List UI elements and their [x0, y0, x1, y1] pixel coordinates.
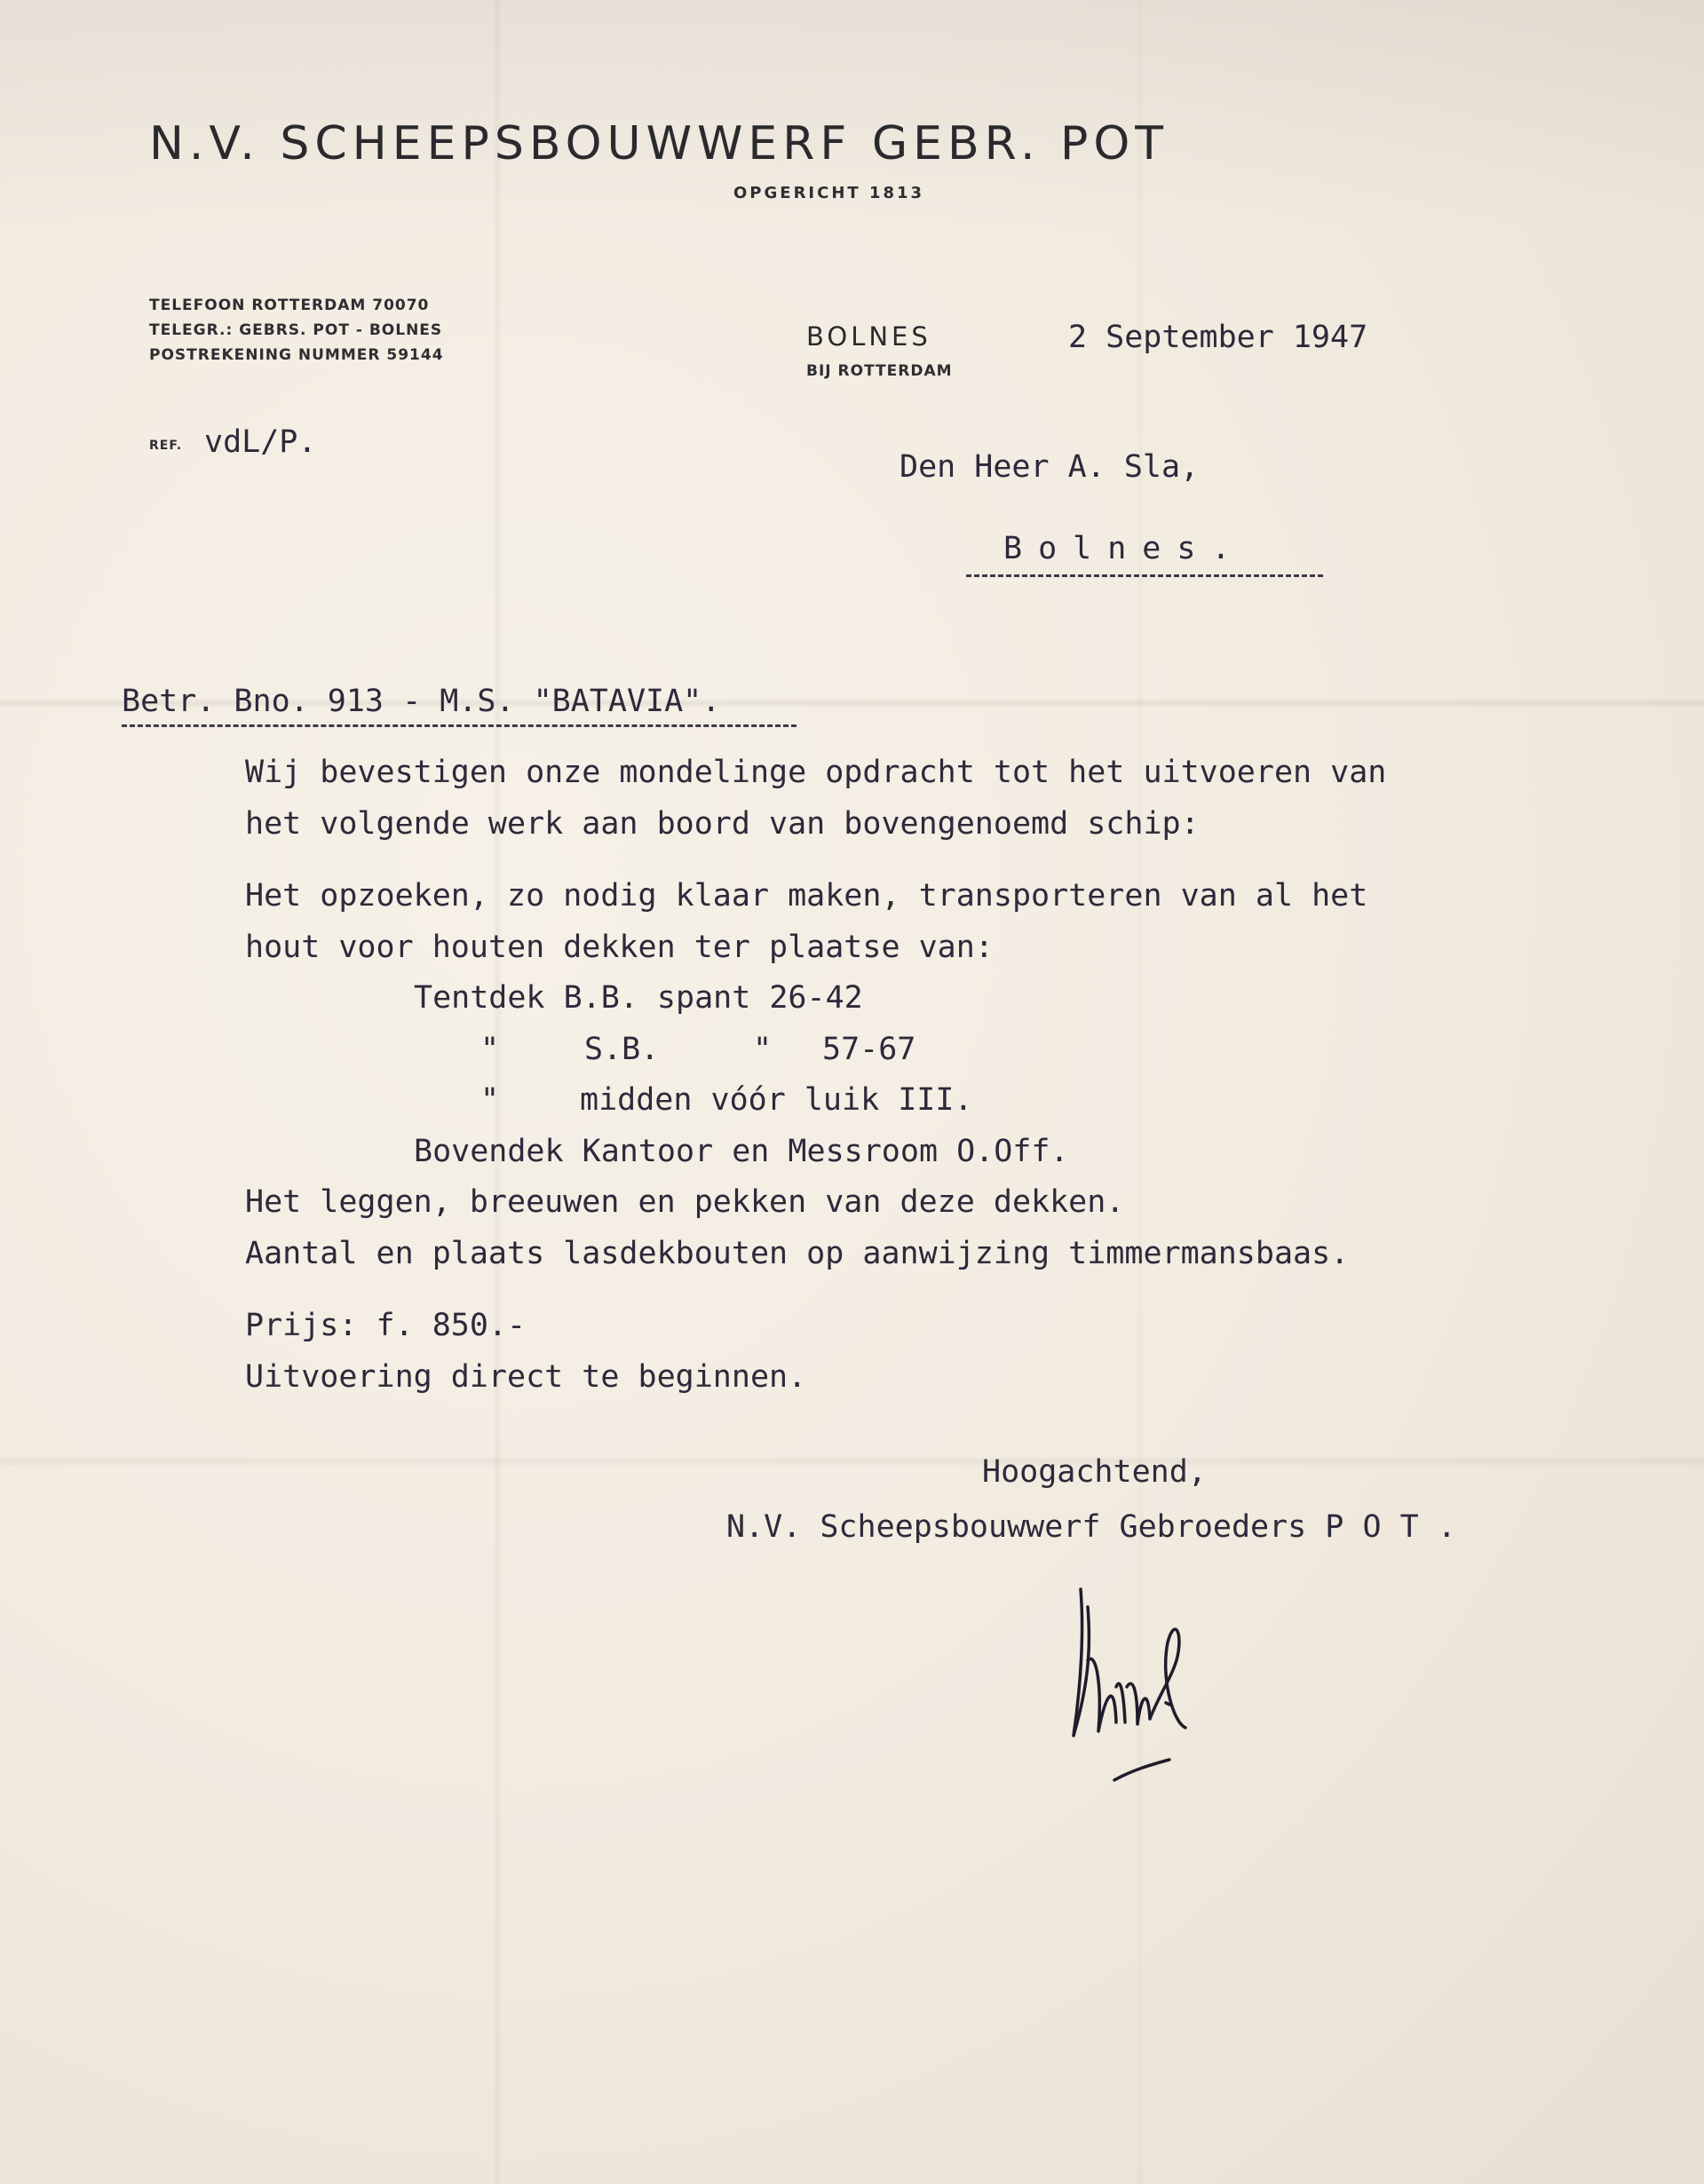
body-line: Aantal en plaats lasdekbouten op aanwijzing timmermansbaas.: [245, 1235, 1350, 1271]
deck-line: Tentdek B.B. spant 26-42: [414, 980, 863, 1016]
paragraph-gap: [245, 1279, 1386, 1301]
body-line: het volgende werk aan boord van bovengenoemd schip:: [245, 805, 1200, 842]
place-subtitle: BIJ ROTTERDAM: [806, 362, 953, 380]
addressee: Den Heer A. Sla,: [900, 449, 1200, 485]
contact-telegraph: TELEGR.: GEBRS. POT - BOLNES: [149, 321, 443, 339]
deck-location: midden vóór luik III.: [580, 1082, 973, 1118]
city-underline: [966, 574, 1323, 577]
letter-date: 2 September 1947: [1068, 320, 1368, 355]
addressee-city: Bolnes.: [1003, 531, 1247, 566]
founded-line: OPGERICHT 1813: [733, 184, 925, 202]
contact-block: [149, 293, 444, 368]
deck-line: [245, 1075, 1386, 1127]
deck-line: [245, 1025, 1386, 1076]
subject-line: Betr. Bno. 913 - M.S. "BATAVIA".: [122, 684, 721, 719]
frame-range: 57-67: [822, 1031, 916, 1067]
subject-underline: [122, 724, 797, 727]
ditto-mark: ": [480, 1082, 500, 1118]
letter-body: [245, 748, 1386, 1403]
ditto-mark: ": [480, 1031, 500, 1067]
handwritten-signature: [1061, 1554, 1212, 1784]
place-name: BOLNES: [806, 321, 931, 352]
deck-side: S.B.: [584, 1031, 660, 1067]
body-line: Uitvoering direct te beginnen.: [245, 1358, 807, 1395]
ref-label: REF.: [149, 439, 183, 453]
body-line: Wij bevestigen onze mondelinge opdracht tot het uitvoeren van: [245, 755, 1387, 790]
signing-company: N.V. Scheepsbouwwerf Gebroeders P O T .: [726, 1509, 1456, 1545]
price-line: Prijs: f. 850.-: [245, 1308, 527, 1343]
paragraph-gap: [245, 850, 1386, 871]
deck-line: Bovendek Kantoor en Messroom O.Off.: [414, 1133, 1069, 1169]
contact-phone: TELEFOON ROTTERDAM 70070: [149, 297, 430, 314]
body-line: hout voor houten dekken ter plaatse van:: [245, 929, 994, 965]
body-line: Het leggen, breeuwen en pekken van deze dekken.: [245, 1184, 1125, 1220]
ref-value: vdL/P.: [204, 424, 317, 460]
body-line: Het opzoeken, zo nodig klaar maken, transporteren van al het: [245, 878, 1368, 914]
ditto-mark: ": [753, 1031, 773, 1067]
contact-giro: POSTREKENING NUMMER 59144: [149, 346, 444, 364]
company-name: N.V. SCHEEPSBOUWWERF GEBR. POT: [149, 117, 1169, 170]
closing-salutation: Hoogachtend,: [982, 1454, 1207, 1490]
